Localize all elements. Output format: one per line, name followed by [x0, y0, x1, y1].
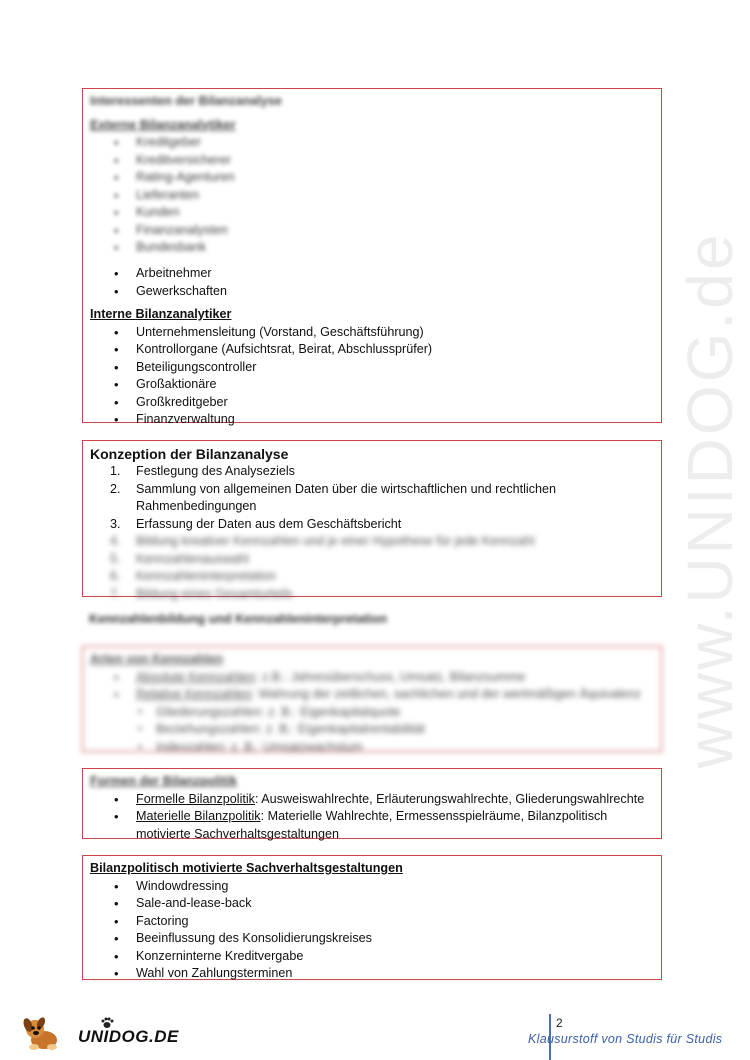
watermark-text: www.UNIDOG.de — [674, 231, 746, 769]
list-item: • Finanzanalysten — [90, 222, 654, 240]
list-item: • Absolute Kennzahlen: z.B.: Jahresüberschuss, Umsatz, Bilanzsumme — [90, 669, 654, 687]
box-bilanzpolitik — [82, 768, 662, 839]
watermark — [660, 231, 750, 769]
list-item: • Relative Kennzahlen: Wahrung der zeitlichen, sachlichen und der wertmäßigen Äquivalenz — [90, 686, 654, 704]
list-item: • Kreditgeber — [90, 134, 654, 152]
list-item: ▪ Indexzahlen: z. B.: Umsatzwachstum — [90, 739, 654, 757]
list-item: • Kunden — [90, 204, 654, 222]
kennzahlen-sublist — [90, 704, 654, 757]
external-heading: Externe Bilanzanalytiker — [90, 117, 236, 132]
list-item: • Finanzverwaltung — [90, 411, 654, 429]
box-kennzahlenarten — [82, 646, 662, 752]
list-item: • Beteiligungscontroller — [90, 359, 654, 377]
list-item: • Arbeitnehmer — [90, 265, 654, 283]
list-item: 6. Kennzahleninterpretation — [110, 569, 277, 583]
bilanzpolitik-list — [90, 791, 654, 844]
list-item: 7. Bildung eines Gesamturteils — [110, 586, 293, 601]
list-item: ▪ Gliederungszahlen: z. B.: Eigenkapitalquote — [90, 704, 654, 722]
list-item: • Formelle Bilanzpolitik: Ausweiswahlrechte, Erläuterungswahlrechte, Gliederungswahlrechte — [90, 791, 654, 809]
konzeption-list-blurred — [90, 533, 654, 603]
box-title: Interessenten der Bilanzanalyse — [90, 94, 282, 108]
list-item: 1. Festlegung des Analyseziels — [110, 464, 295, 478]
list-item: • Konzerninterne Kreditvergabe — [90, 948, 654, 966]
box-title: Arten von Kennzahlen — [90, 652, 223, 666]
list-item: 3. Erfassung der Daten aus dem Geschäftsbericht — [110, 516, 402, 531]
box-title: Formen der Bilanzpolitik — [90, 774, 237, 788]
blurred-region — [90, 93, 654, 265]
list-item: • Bundesbank — [90, 239, 654, 257]
konzeption-list — [90, 463, 654, 533]
box-title: Konzeption der Bilanzanalyse — [90, 446, 289, 462]
list-item: • Großaktionäre — [90, 376, 654, 394]
box-sachverhaltsgestaltungen — [82, 855, 662, 980]
list-item: • Kontrollorgane (Aufsichtsrat, Beirat, Abschlussprüfer) — [90, 341, 654, 359]
footer-tagline: Klausurstoff von Studis für Studis — [528, 1032, 723, 1046]
external-list — [90, 265, 654, 300]
list-item: 2. Sammlung von allgemeinen Daten über die wirtschaftlichen und rechtlichen Rahmenbedingungen — [110, 481, 557, 513]
list-item: 5. Kennzahlenauswahl — [110, 551, 249, 566]
external-list-blurred — [90, 134, 654, 257]
list-item: 4. Bildung kreativer Kennzahlen und je einer Hypothese für jede Kennzahl — [110, 534, 535, 548]
sachverhalt-list — [90, 878, 654, 983]
box-konzeption — [82, 440, 662, 601]
dog-icon — [22, 1016, 62, 1052]
internal-heading: Interne Bilanzanalytiker — [90, 307, 232, 321]
unidog-logo — [22, 1016, 179, 1052]
list-item: • Materielle Bilanzpolitik: Materielle Wahlrechte, Ermessensspielräume, Bilanzpolitisch motivierte Sachverhaltsgestaltungen — [90, 808, 654, 843]
list-item: • Kreditversicherer — [90, 152, 654, 170]
kennzahlen-list — [90, 669, 654, 704]
list-item: • Beeinflussung des Konsolidierungskreises — [90, 930, 654, 948]
box-interessenten — [82, 88, 662, 426]
list-item: • Rating-Agenturen — [90, 169, 654, 187]
section-heading: Kennzahlenbildung und Kennzahleninterpretation — [89, 612, 388, 626]
list-item: • Unternehmensleitung (Vorstand, Geschäftsführung) — [90, 324, 654, 342]
list-item: • Gewerkschaften — [90, 283, 654, 301]
list-item: • Sale-and-lease-back — [90, 895, 654, 913]
box-title: Bilanzpolitisch motivierte Sachverhaltsgestaltungen — [90, 861, 403, 875]
logo-text: UNIDOG.DE — [78, 1027, 179, 1046]
list-item: • Factoring — [90, 913, 654, 931]
internal-list — [90, 324, 654, 429]
list-item: • Großkreditgeber — [90, 394, 654, 412]
list-item: • Windowdressing — [90, 878, 654, 896]
list-item: ▪ Beziehungszahlen: z. B.: Eigenkapitalrentabilität — [90, 721, 654, 739]
page-number: 2 — [556, 1016, 563, 1030]
list-item: • Lieferanten — [90, 187, 654, 205]
list-item: • Wahl von Zahlungsterminen — [90, 965, 654, 983]
